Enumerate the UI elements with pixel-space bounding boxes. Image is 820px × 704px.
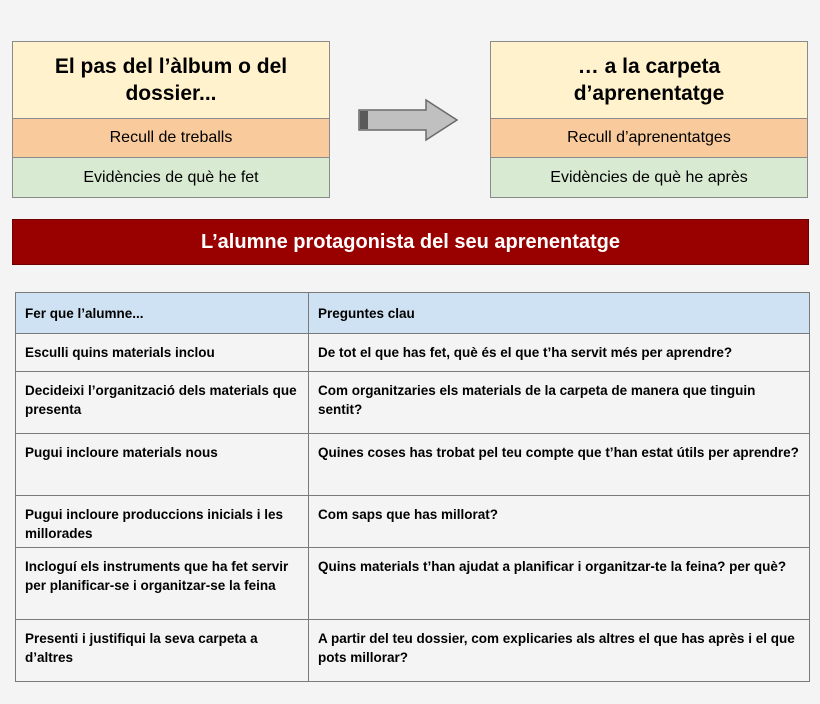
right-box-row2: Evidències de què he après <box>491 158 807 197</box>
table-cell: Com saps que has millorat? <box>309 496 810 548</box>
table-cell: Pugui incloure materials nous <box>16 434 309 496</box>
banner-title: L’alumne protagonista del seu aprenentatge <box>12 219 809 265</box>
left-box <box>12 41 330 198</box>
table-header-cell: Fer que l’alumne... <box>16 293 309 334</box>
table-cell: Presenti i justifiqui la seva carpeta a d’altres <box>16 620 309 682</box>
left-box-row1: Recull de treballs <box>13 119 329 158</box>
right-box-row1: Recull d’aprenentatges <box>491 119 807 158</box>
table-cell: A partir del teu dossier, com explicaries als altres el que has après i el que pots millorar? <box>309 620 810 682</box>
table-cell: Esculli quins materials inclou <box>16 334 309 372</box>
right-arrow-icon <box>358 98 460 142</box>
table-row <box>16 496 810 548</box>
table-row <box>16 434 810 496</box>
table-cell: Pugui incloure produccions inicials i les millorades <box>16 496 309 548</box>
table-row <box>16 548 810 620</box>
table-cell: Quines coses has trobat pel teu compte que t’han estat útils per aprendre? <box>309 434 810 496</box>
table-cell: Decideixi l’organització dels materials que presenta <box>16 372 309 434</box>
key-questions-table <box>15 292 810 682</box>
left-box-row2: Evidències de què he fet <box>13 158 329 197</box>
table-cell: De tot el que has fet, què és el que t’ha servit més per aprendre? <box>309 334 810 372</box>
table-row <box>16 372 810 434</box>
right-box-title: … a la carpeta d’aprenentatge <box>491 42 807 119</box>
table-cell: Com organitzaries els materials de la carpeta de manera que tinguin sentit? <box>309 372 810 434</box>
table-row <box>16 334 810 372</box>
table-cell: Quins materials t’han ajudat a planificar i organitzar-te la feina? per què? <box>309 548 810 620</box>
table-header-row <box>16 293 810 334</box>
right-box <box>490 41 808 198</box>
left-box-title: El pas del l’àlbum o del dossier... <box>13 42 329 119</box>
table-cell: Incloguí els instruments que ha fet servir per planificar-se i organitzar-se la feina <box>16 548 309 620</box>
table-header-cell: Preguntes clau <box>309 293 810 334</box>
table-row <box>16 620 810 682</box>
